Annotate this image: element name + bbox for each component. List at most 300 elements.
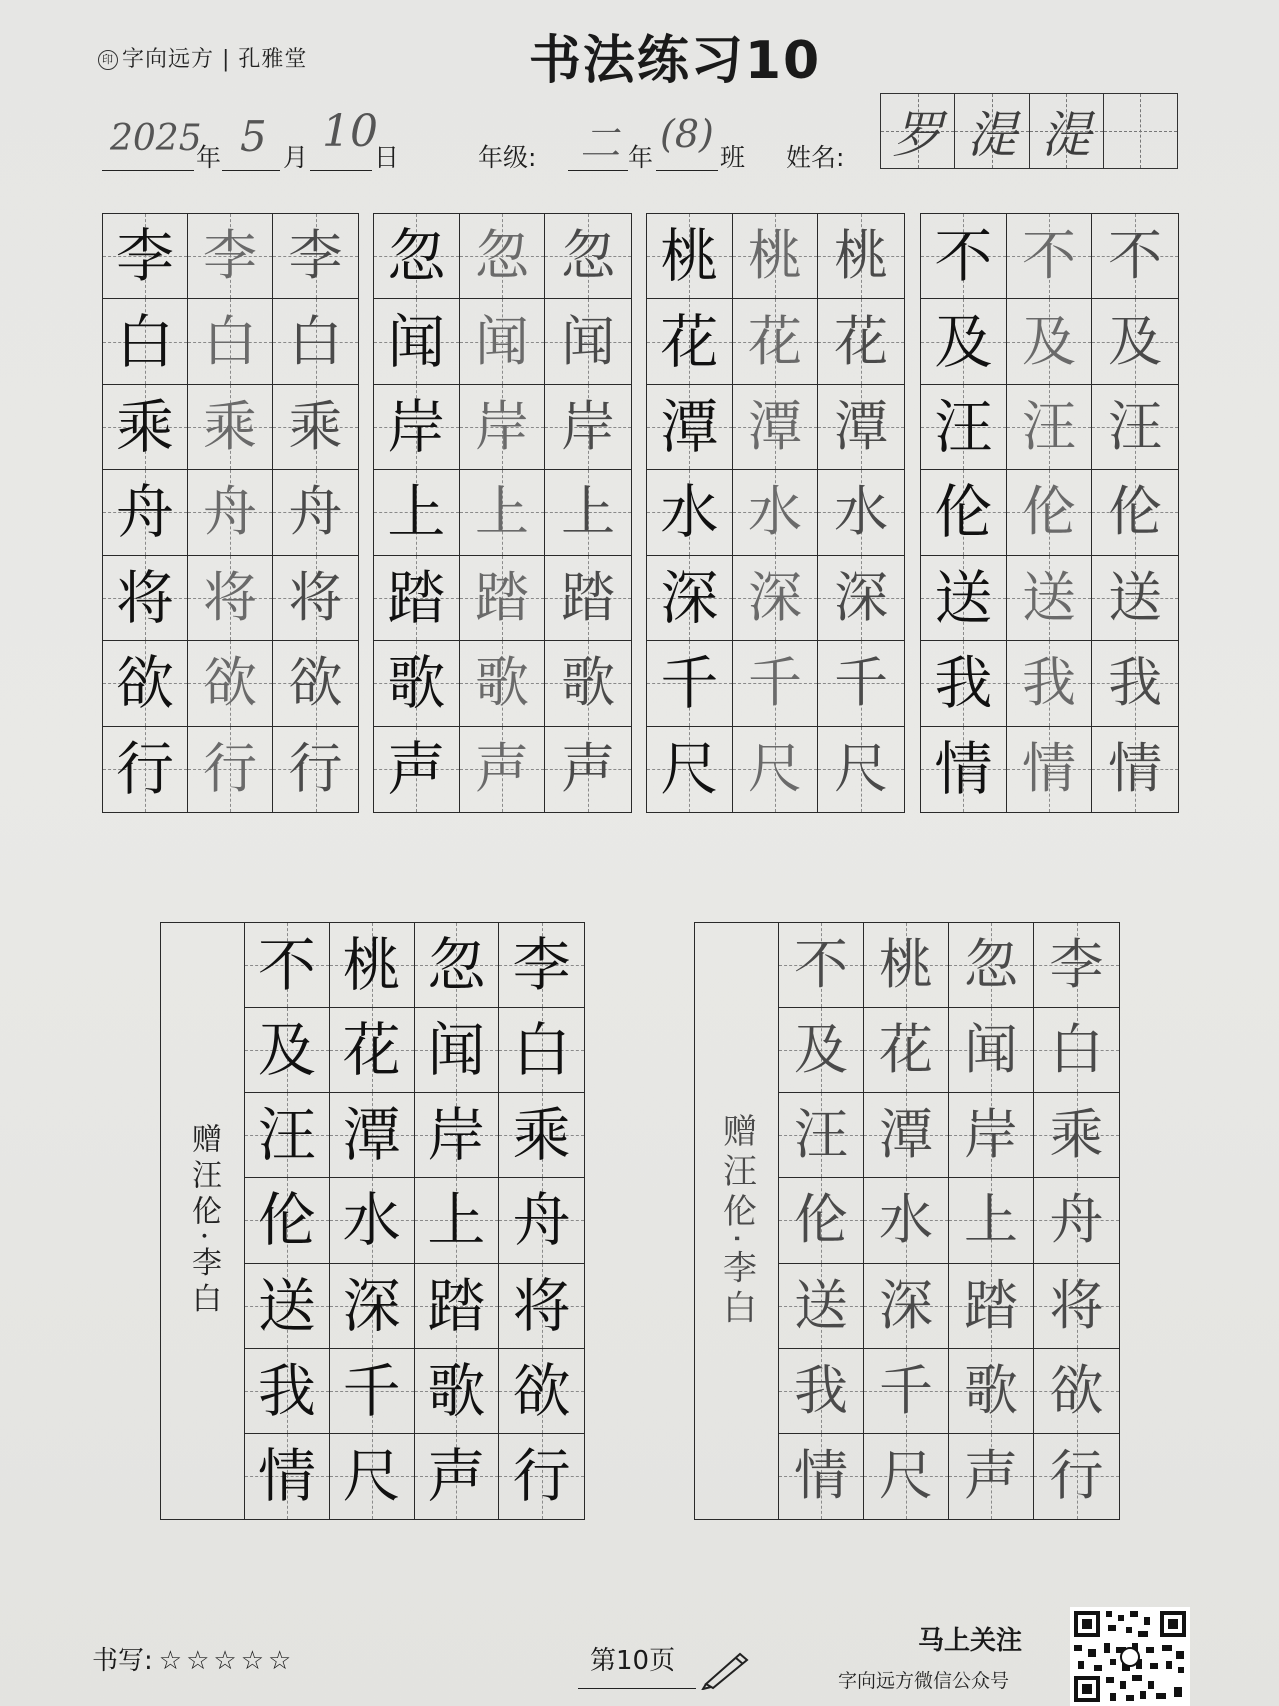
- poem-char: 舟: [1049, 1188, 1104, 1252]
- poem-model-cell: [415, 1434, 500, 1519]
- poem-student-cell: [864, 1008, 949, 1093]
- poem-char: 忽: [964, 933, 1018, 997]
- poem-student-cell: [864, 1264, 949, 1349]
- handwritten-char: 声: [474, 737, 529, 801]
- name-cell: [1104, 94, 1177, 168]
- poem-model-cell: [415, 1008, 500, 1093]
- model-char-cell: [647, 470, 733, 555]
- poem-student-cell: [864, 1349, 949, 1434]
- handwritten-char: 水: [834, 480, 889, 544]
- poem-char: 桃: [879, 933, 933, 997]
- poem-char: 花: [879, 1018, 933, 1082]
- month-value: 5: [240, 112, 267, 161]
- practice-char-cell: [818, 641, 904, 726]
- handwritten-char: 潭: [834, 395, 889, 459]
- poem-char: 桃: [342, 931, 401, 1000]
- handwritten-char: 花: [834, 309, 889, 373]
- poem-char: 我: [794, 1358, 848, 1422]
- handwritten-char: 舟: [203, 480, 257, 544]
- practice-char-cell: [273, 385, 358, 470]
- handwritten-char: 上: [474, 480, 529, 544]
- pen-icon: [700, 1648, 752, 1690]
- poem-char: 忽: [427, 931, 486, 1000]
- handwritten-char: 及: [1108, 309, 1163, 373]
- poem-student-cell: [949, 1008, 1034, 1093]
- model-char: 岸: [387, 393, 446, 462]
- model-char: 深: [660, 563, 719, 632]
- poem-char: 踏: [427, 1271, 486, 1340]
- poem-model-cell: [330, 1434, 415, 1519]
- model-char: 我: [934, 649, 993, 718]
- model-char: 情: [934, 735, 993, 804]
- model-char-cell: [103, 727, 188, 812]
- model-char: 闻: [387, 307, 446, 376]
- model-char-cell: [103, 299, 188, 384]
- poem-model-cell: [245, 1093, 330, 1178]
- poem-student-cell: [949, 1178, 1034, 1263]
- practice-char-cell: [733, 641, 819, 726]
- poem-char: 不: [794, 933, 848, 997]
- practice-char-cell: [188, 727, 273, 812]
- practice-char-cell: [818, 385, 904, 470]
- year-value: 2025: [110, 118, 202, 159]
- poem-char: 情: [257, 1442, 316, 1511]
- poem-char: 尺: [879, 1444, 933, 1508]
- practice-char-cell: [1007, 727, 1093, 812]
- handwritten-char: 花: [747, 309, 802, 373]
- poem-char: 李: [1049, 933, 1104, 997]
- poem-char: 水: [879, 1188, 933, 1252]
- poem-char: 汪: [794, 1103, 848, 1167]
- practice-char-cell: [733, 470, 819, 555]
- practice-char-cell: [188, 299, 273, 384]
- day-value: 10: [322, 106, 378, 157]
- poem-char: 舟: [512, 1186, 571, 1255]
- handwritten-char: 李: [288, 224, 343, 288]
- handwritten-char: 歌: [474, 651, 529, 715]
- practice-char-cell: [733, 385, 819, 470]
- poem-model-cell: [499, 923, 584, 1008]
- practice-char-cell: [1007, 641, 1093, 726]
- practice-char-cell: [733, 727, 819, 812]
- practice-char-cell: [1092, 641, 1178, 726]
- handwritten-char: 忽: [561, 224, 616, 288]
- poem-model-cell: [330, 923, 415, 1008]
- poem-student-cell: [779, 1349, 864, 1434]
- model-char: 上: [387, 478, 446, 547]
- model-char-cell: [647, 214, 733, 299]
- poem-char: 欲: [512, 1356, 571, 1425]
- poem-student-cell: [779, 1264, 864, 1349]
- model-char: 踏: [387, 563, 446, 632]
- model-char-cell: [647, 556, 733, 641]
- model-char-cell: [647, 385, 733, 470]
- practice-char-cell: [733, 299, 819, 384]
- poem-char: 上: [427, 1186, 486, 1255]
- month-label: 月: [283, 143, 309, 172]
- poem-model-cell: [499, 1434, 584, 1519]
- model-char: 尺: [660, 735, 719, 804]
- practice-char-cell: [273, 299, 358, 384]
- handwritten-char: 歌: [561, 651, 616, 715]
- name-label: 姓名:: [786, 143, 845, 172]
- handwritten-char: 忽: [474, 224, 529, 288]
- poem-char: 白: [1049, 1018, 1104, 1082]
- practice-char-cell: [460, 470, 546, 555]
- handwritten-char: 不: [1108, 224, 1163, 288]
- practice-char-cell: [1007, 385, 1093, 470]
- name-cell: 湜: [955, 94, 1029, 168]
- model-char: 千: [660, 649, 719, 718]
- model-char: 将: [115, 563, 174, 632]
- handwritten-char: 乘: [203, 395, 257, 459]
- practice-char-cell: [460, 556, 546, 641]
- model-char-cell: [374, 299, 460, 384]
- handwritten-char: 声: [561, 737, 616, 801]
- practice-char-cell: [818, 556, 904, 641]
- practice-char-cell: [545, 727, 631, 812]
- poem-char: 闻: [427, 1016, 486, 1085]
- poem-char: 汪: [257, 1101, 316, 1170]
- handwritten-char: 闻: [561, 309, 616, 373]
- poem-student-cell: [949, 1434, 1034, 1519]
- poem-model-cell: [330, 1349, 415, 1434]
- practice-grid: [373, 213, 632, 813]
- poem-model-cell: [245, 1008, 330, 1093]
- practice-char-cell: [1092, 214, 1178, 299]
- poem-model-cell: [415, 1178, 500, 1263]
- practice-char-cell: [1092, 385, 1178, 470]
- poem-model-cell: [499, 1093, 584, 1178]
- poem-char: 上: [964, 1188, 1018, 1252]
- poem-char: 将: [512, 1271, 571, 1340]
- handwritten-char: 行: [203, 737, 257, 801]
- practice-char-cell: [273, 470, 358, 555]
- poem-model-cell: [245, 1178, 330, 1263]
- poem-char: 歌: [964, 1358, 1018, 1422]
- handwritten-char: 李: [203, 224, 257, 288]
- grade-value: 二: [580, 121, 620, 167]
- poem-model-cell: [245, 1434, 330, 1519]
- practice-char-cell: [273, 556, 358, 641]
- model-char: 潭: [660, 393, 719, 462]
- handwritten-char: 闻: [474, 309, 529, 373]
- poem-char: 千: [879, 1358, 933, 1422]
- poem-char: 尺: [342, 1442, 401, 1511]
- poem-model-cell: [499, 1008, 584, 1093]
- model-char-cell: [103, 641, 188, 726]
- practice-grid: [646, 213, 905, 813]
- poem-student-cell: [864, 1093, 949, 1178]
- poem-model-cell: [415, 923, 500, 1008]
- model-char-cell: [921, 470, 1007, 555]
- practice-grid: [920, 213, 1179, 813]
- model-char-cell: [921, 299, 1007, 384]
- poem-char: 潭: [342, 1101, 401, 1170]
- poem-char: 情: [794, 1444, 848, 1508]
- poem-student-cell: [779, 1178, 864, 1263]
- practice-char-cell: [188, 214, 273, 299]
- practice-char-cell: [818, 470, 904, 555]
- practice-char-cell: [545, 214, 631, 299]
- practice-char-cell: [273, 727, 358, 812]
- poem-char: 我: [257, 1356, 316, 1425]
- practice-char-cell: [1007, 214, 1093, 299]
- poem-char: 歌: [427, 1356, 486, 1425]
- poem-title: 赠汪伦·李白: [186, 1123, 221, 1319]
- poem-char: 踏: [964, 1273, 1018, 1337]
- model-char-cell: [374, 556, 460, 641]
- handwritten-char: 伦: [1108, 480, 1163, 544]
- poem-student-cell: [779, 1008, 864, 1093]
- practice-char-cell: [460, 299, 546, 384]
- class-suffix: 班: [720, 143, 746, 172]
- poem-char: 岸: [427, 1101, 486, 1170]
- practice-char-cell: [460, 385, 546, 470]
- poem-char: 潭: [879, 1103, 933, 1167]
- poem-char: 水: [342, 1186, 401, 1255]
- handwritten-char: 乘: [288, 395, 343, 459]
- practice-char-cell: [818, 299, 904, 384]
- model-char-cell: [921, 214, 1007, 299]
- practice-char-cell: [273, 641, 358, 726]
- poem-model-cell: [415, 1264, 500, 1349]
- poem-student-cell: [1034, 923, 1119, 1008]
- name-box[interactable]: [880, 93, 1178, 169]
- grade-suffix: 年: [628, 143, 654, 172]
- practice-char-cell: [545, 641, 631, 726]
- handwritten-char: 情: [1021, 737, 1076, 801]
- handwritten-char: 深: [747, 565, 802, 629]
- model-char: 欲: [115, 649, 174, 718]
- poem-char: 花: [342, 1016, 401, 1085]
- practice-char-cell: [1007, 556, 1093, 641]
- page-underline: [578, 1688, 696, 1689]
- handwritten-char: 我: [1021, 651, 1076, 715]
- write-label: 书写:: [92, 1646, 153, 1676]
- handwritten-char: 千: [834, 651, 889, 715]
- practice-char-cell: [1092, 727, 1178, 812]
- day-label: 日: [374, 143, 400, 172]
- model-char-cell: [374, 214, 460, 299]
- poem-char: 将: [1049, 1273, 1104, 1337]
- poem-student-cell: [1034, 1264, 1119, 1349]
- practice-char-cell: [733, 214, 819, 299]
- model-char-cell: [103, 385, 188, 470]
- handwritten-char: 将: [288, 565, 343, 629]
- qr-code-icon[interactable]: [1070, 1607, 1190, 1706]
- model-char: 忽: [387, 222, 446, 291]
- model-char-cell: [921, 727, 1007, 812]
- poem-student-cell: [779, 1434, 864, 1519]
- poem-student-cell: [1034, 1434, 1119, 1519]
- practice-char-cell: [460, 214, 546, 299]
- year-label: 年: [196, 143, 222, 172]
- page-number: 第10页: [590, 1646, 676, 1676]
- handwritten-char: 欲: [288, 651, 343, 715]
- poem-char: 伦: [794, 1188, 848, 1252]
- model-char: 白: [115, 307, 174, 376]
- grade-label: 年级:: [478, 143, 537, 172]
- poem-title-column-student: [694, 922, 779, 1520]
- model-char-cell: [921, 385, 1007, 470]
- model-char-cell: [103, 214, 188, 299]
- poem-char: 行: [1049, 1444, 1104, 1508]
- poem-char: 送: [794, 1273, 848, 1337]
- poem-title-student: 赠汪伦·李白: [716, 1112, 757, 1330]
- practice-char-cell: [1092, 470, 1178, 555]
- poem-char: 乘: [1049, 1103, 1104, 1167]
- name-cell: 罗: [881, 94, 955, 168]
- poem-student-grid: [778, 922, 1120, 1520]
- model-char: 及: [934, 307, 993, 376]
- practice-char-cell: [545, 299, 631, 384]
- poem-char: 及: [794, 1018, 848, 1082]
- handwritten-char: 白: [288, 309, 343, 373]
- model-char: 不: [934, 222, 993, 291]
- poem-model-cell: [499, 1349, 584, 1434]
- practice-char-cell: [1007, 470, 1093, 555]
- poem-model-cell: [245, 1349, 330, 1434]
- practice-char-cell: [460, 727, 546, 812]
- poem-char: 声: [964, 1444, 1018, 1508]
- handwritten-char: 深: [834, 565, 889, 629]
- model-char: 汪: [934, 393, 993, 462]
- model-char-cell: [921, 641, 1007, 726]
- poem-model-cell: [499, 1178, 584, 1263]
- handwritten-char: 伦: [1021, 480, 1076, 544]
- handwritten-char: 水: [747, 480, 802, 544]
- model-char-cell: [374, 727, 460, 812]
- practice-char-cell: [188, 385, 273, 470]
- star-rating[interactable]: ☆☆☆☆☆: [158, 1646, 296, 1676]
- poem-student-cell: [949, 923, 1034, 1008]
- handwritten-char: 尺: [747, 737, 802, 801]
- handwritten-char: 岸: [561, 395, 616, 459]
- model-char-cell: [647, 727, 733, 812]
- practice-char-cell: [545, 556, 631, 641]
- model-char-cell: [374, 641, 460, 726]
- practice-char-cell: [545, 385, 631, 470]
- poem-char: 不: [257, 931, 316, 1000]
- poem-model-cell: [330, 1008, 415, 1093]
- poem-char: 闻: [964, 1018, 1018, 1082]
- poem-model-cell: [415, 1349, 500, 1434]
- follow-label: 马上关注: [918, 1626, 1023, 1656]
- poem-student-cell: [864, 1178, 949, 1263]
- handwritten-char: 不: [1021, 224, 1076, 288]
- practice-char-cell: [188, 470, 273, 555]
- poem-model-cell: [415, 1093, 500, 1178]
- poem-char: 声: [427, 1442, 486, 1511]
- handwritten-char: 欲: [203, 651, 257, 715]
- poem-char: 白: [512, 1016, 571, 1085]
- model-char: 送: [934, 563, 993, 632]
- rating: [92, 1640, 295, 1677]
- poem-model-cell: [245, 923, 330, 1008]
- practice-char-cell: [188, 556, 273, 641]
- poem-char: 千: [342, 1356, 401, 1425]
- practice-char-cell: [460, 641, 546, 726]
- model-char-cell: [647, 299, 733, 384]
- model-char-cell: [374, 385, 460, 470]
- poem-char: 岸: [964, 1103, 1018, 1167]
- poem-char: 深: [342, 1271, 401, 1340]
- model-char: 伦: [934, 478, 993, 547]
- handwritten-char: 汪: [1108, 395, 1163, 459]
- poem-student-cell: [864, 923, 949, 1008]
- handwritten-char: 千: [747, 651, 802, 715]
- poem-char: 乘: [512, 1101, 571, 1170]
- model-char: 花: [660, 307, 719, 376]
- poem-student-cell: [1034, 1178, 1119, 1263]
- practice-char-cell: [818, 214, 904, 299]
- handwritten-char: 尺: [834, 737, 889, 801]
- practice-char-cell: [545, 470, 631, 555]
- poem-student-cell: [779, 923, 864, 1008]
- poem-model-grid: [244, 922, 585, 1520]
- handwritten-char: 送: [1021, 565, 1076, 629]
- poem-title-column: [160, 922, 245, 1520]
- practice-char-cell: [733, 556, 819, 641]
- practice-char-cell: [188, 641, 273, 726]
- handwritten-char: 踏: [561, 565, 616, 629]
- poem-char: 伦: [257, 1186, 316, 1255]
- poem-student-cell: [864, 1434, 949, 1519]
- practice-grid: [102, 213, 359, 813]
- handwritten-char: 及: [1021, 309, 1076, 373]
- name-cell: 湜: [1030, 94, 1104, 168]
- handwritten-char: 踏: [474, 565, 529, 629]
- page-title: 书法练习10: [528, 31, 822, 91]
- model-char: 桃: [660, 222, 719, 291]
- handwritten-char: 白: [203, 309, 257, 373]
- class-value: (8): [660, 112, 714, 156]
- handwritten-char: 汪: [1021, 395, 1076, 459]
- handwritten-char: 桃: [747, 224, 802, 288]
- practice-char-cell: [1092, 299, 1178, 384]
- handwritten-char: 将: [203, 565, 257, 629]
- poem-student-cell: [1034, 1093, 1119, 1178]
- model-char-cell: [103, 556, 188, 641]
- poem-student-cell: [779, 1093, 864, 1178]
- handwritten-char: 情: [1108, 737, 1163, 801]
- model-char-cell: [374, 470, 460, 555]
- poem-student-cell: [949, 1093, 1034, 1178]
- handwritten-char: 我: [1108, 651, 1163, 715]
- handwritten-char: 岸: [474, 395, 529, 459]
- model-char-cell: [647, 641, 733, 726]
- poem-model-cell: [330, 1178, 415, 1263]
- handwritten-char: 行: [288, 737, 343, 801]
- handwritten-char: 送: [1108, 565, 1163, 629]
- poem-model-cell: [330, 1264, 415, 1349]
- poem-char: 深: [879, 1273, 933, 1337]
- handwritten-char: 桃: [834, 224, 889, 288]
- poem-char: 及: [257, 1016, 316, 1085]
- model-char: 歌: [387, 649, 446, 718]
- seal-icon: 印: [98, 50, 118, 70]
- poem-student-cell: [1034, 1349, 1119, 1434]
- poem-model-cell: [245, 1264, 330, 1349]
- poem-student-cell: [949, 1349, 1034, 1434]
- model-char: 舟: [115, 478, 174, 547]
- poem-student-cell: [1034, 1008, 1119, 1093]
- model-char: 水: [660, 478, 719, 547]
- poem-model-cell: [499, 1264, 584, 1349]
- model-char-cell: [921, 556, 1007, 641]
- practice-char-cell: [273, 214, 358, 299]
